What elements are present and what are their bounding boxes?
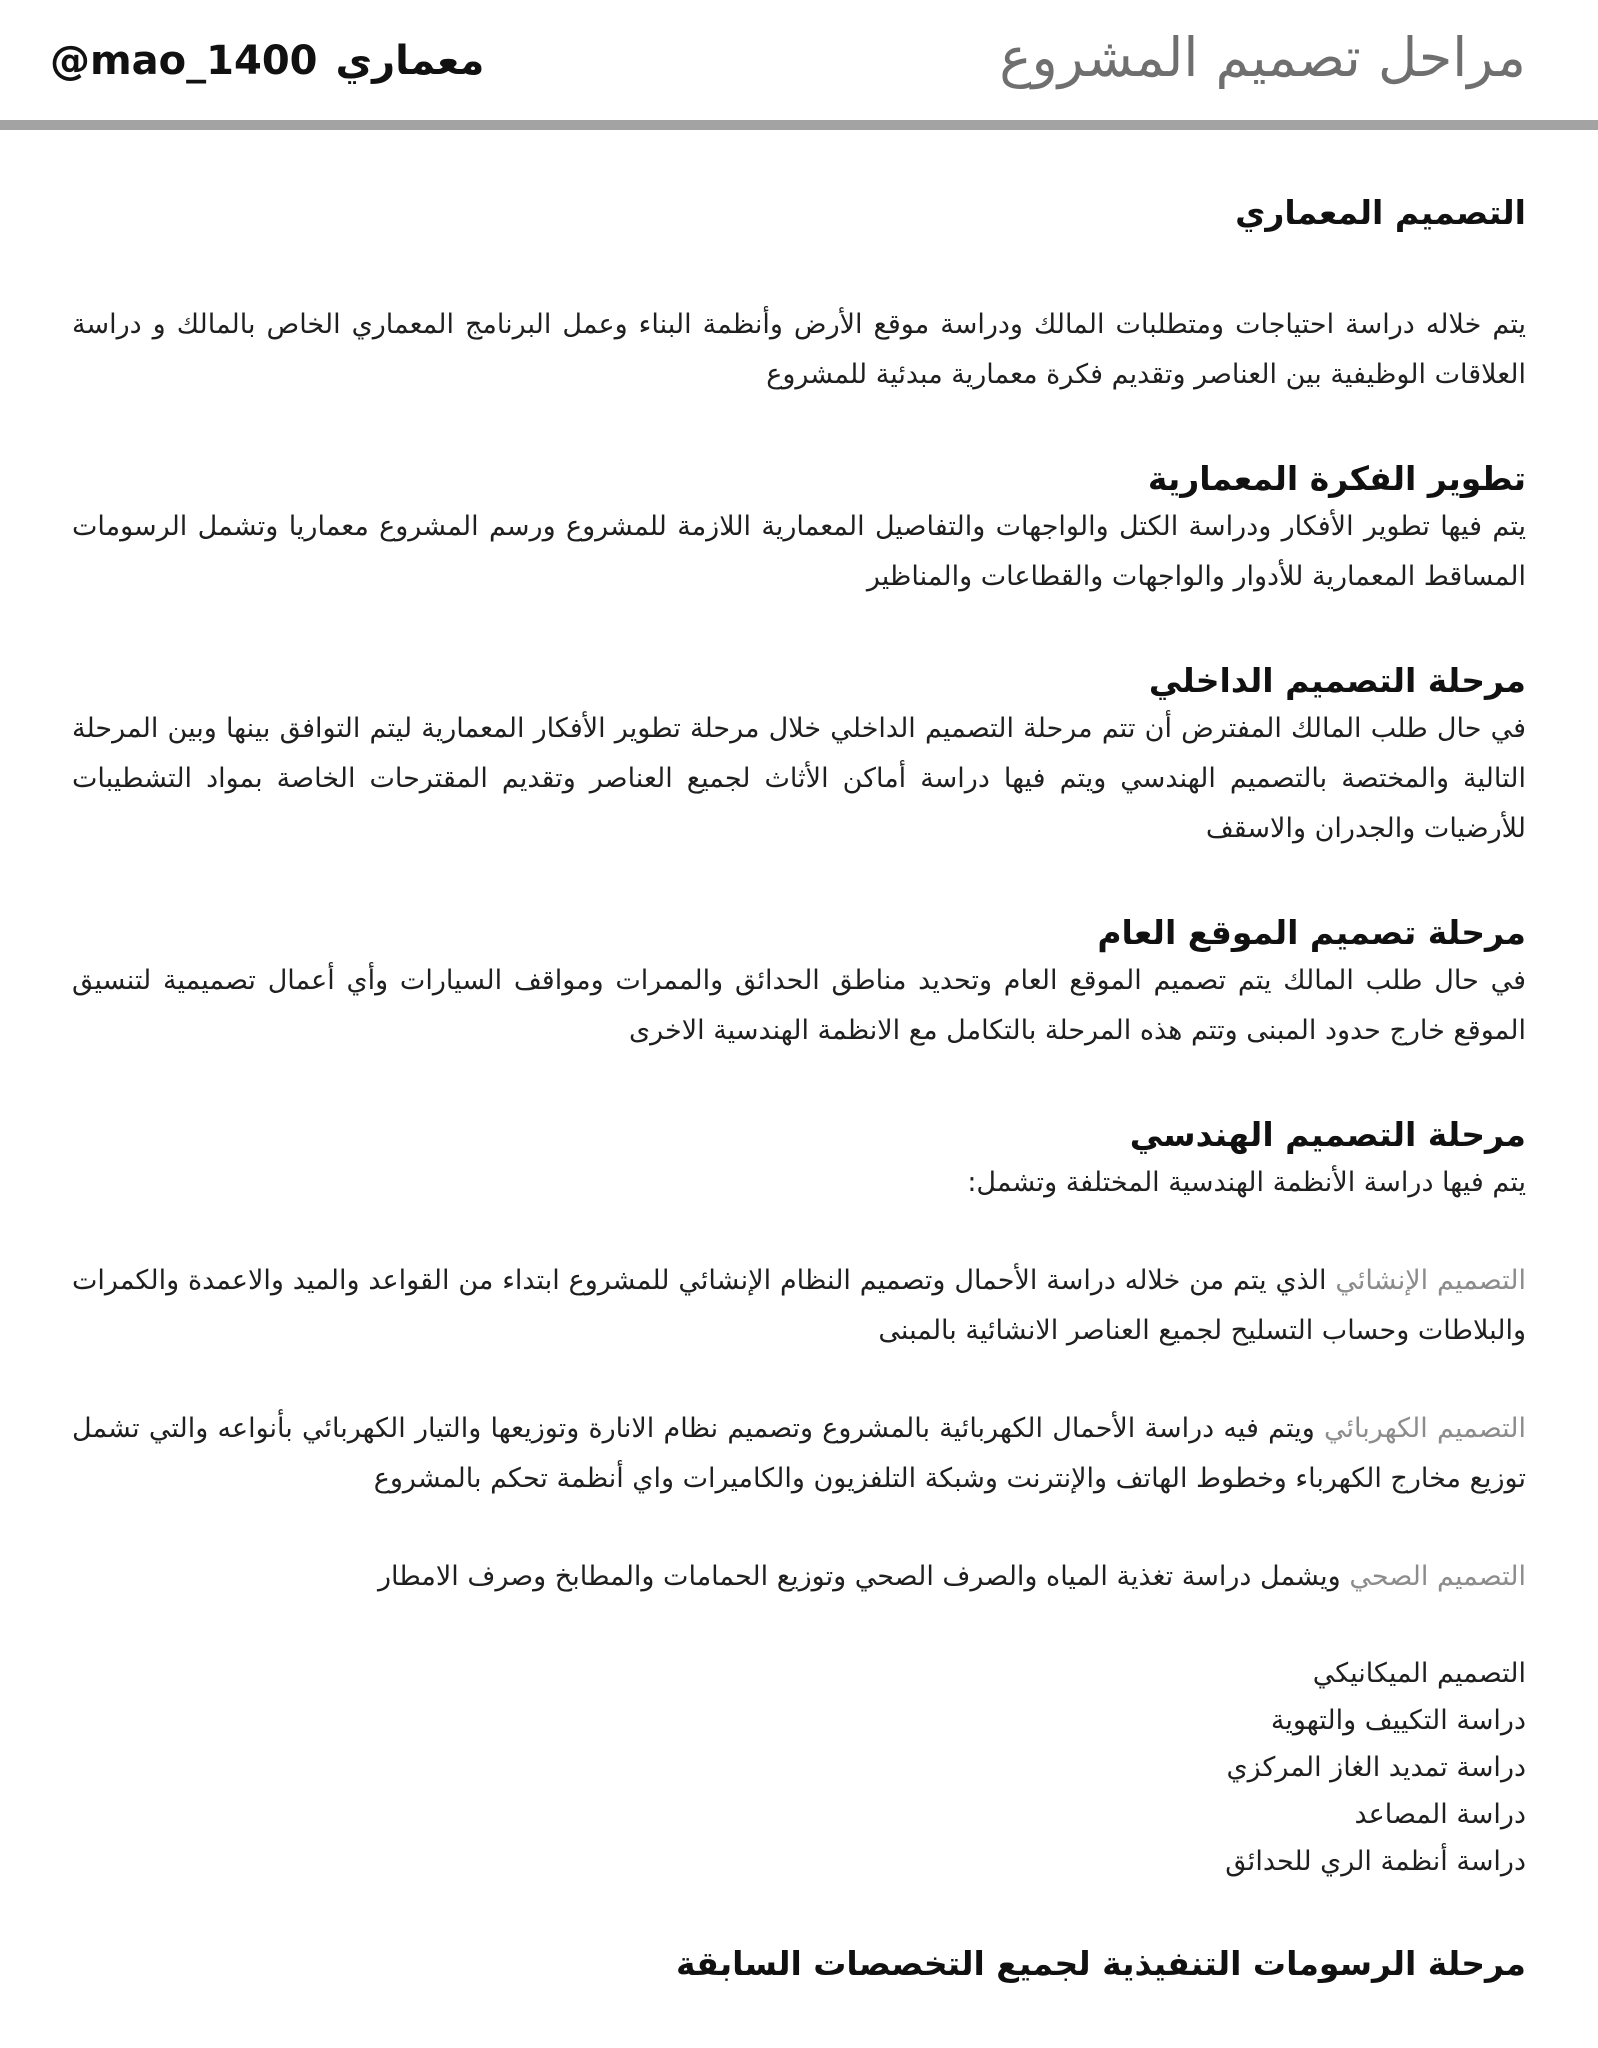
subsection-plumbing: [72, 1552, 1526, 1602]
subsection-structural: [72, 1256, 1526, 1356]
section-body-architectural: يتم خلاله دراسة احتياجات ومتطلبات المالك ودراسة موقع الأرض وأنظمة البناء وعمل البرنامج المعماري الخاص بالمالك و دراسة العلاقات الوظيفية بين العناصر وتقديم فكرة معمارية مبدئية للمشروع: [72, 309, 1526, 390]
page-header: [0, 0, 1598, 122]
section-body-interior: في حال طلب المالك المفترض أن تتم مرحلة التصميم الداخلي خلال مرحلة تطوير الأفكار المعمارية ليتم التوافق بينها وبين المرحلة التالية والمختصة بالتصميم الهندسي ويتم فيها دراسة أماكن الأثاث لجميع العناصر وتقديم المقترحات الخاصة بمواد التشطيبات للأرضيات والجدران والاسقف: [72, 713, 1526, 844]
subsection-body-structural: الذي يتم من خلاله دراسة الأحمال وتصميم النظام الإنشائي للمشروع ابتداء من القواعد والميد والاعمدة والكمرات والبلاطات وحساب التسليح لجميع العناصر الانشائية بالمبنى: [72, 1265, 1526, 1346]
subsection-label-electrical: التصميم الكهربائي: [1324, 1413, 1527, 1444]
section-body-site: في حال طلب المالك يتم تصميم الموقع العام وتحديد مناطق الحدائق والممرات ومواقف السيارات وأي أعمال تصميمية لتنسيق الموقع خارج حدود المبنى وتتم هذه المرحلة بالتكامل مع الانظمة الهندسية الاخرى: [72, 965, 1526, 1046]
subsection-label-mechanical: التصميم الميكانيكي: [1312, 1658, 1526, 1689]
section-title-interior: مرحلة التصميم الداخلي: [1148, 661, 1526, 700]
spacer: [72, 1602, 1526, 1650]
spacer: [72, 1885, 1526, 1941]
subsection-electrical: [72, 1404, 1526, 1504]
spacer: [72, 602, 1526, 658]
section-title-architectural: التصميم المعماري: [1235, 193, 1526, 232]
section-body-concept-development: يتم فيها تطوير الأفكار ودراسة الكتل والواجهات والتفاصيل المعمارية اللازمة للمشروع ورسم المشروع معماريا وتشمل الرسومات المساقط المعمارية للأدوار والواجهات والقطاعات والمناظير: [72, 511, 1526, 592]
subsection-body-electrical: ويتم فيه دراسة الأحمال الكهربائية بالمشروع وتصميم نظام الانارة وتوزيعها والتيار الكهربائي بأنواعه والتي تشمل توزيع مخارج الكهرباء وخطوط الهاتف والإنترنت وشبكة التلفزيون والكاميرات واي أنظمة تحكم بالمشروع: [72, 1413, 1526, 1494]
section-title-engineering: مرحلة التصميم الهندسي: [1129, 1115, 1526, 1154]
section-title-concept-development: تطوير الفكرة المعمارية: [1147, 459, 1526, 498]
spacer: [72, 1356, 1526, 1404]
author-handle: [50, 38, 484, 84]
mechanical-list-item: دراسة تمديد الغاز المركزي: [1226, 1752, 1526, 1783]
document-body: [72, 190, 1526, 1987]
spacer: [72, 1056, 1526, 1112]
spacer: [72, 400, 1526, 456]
section-intro-engineering: يتم فيها دراسة الأنظمة الهندسية المختلفة وتشمل:: [967, 1167, 1526, 1198]
header-divider: [0, 120, 1598, 130]
author-handle-label: معماري: [335, 38, 485, 84]
spacer: [72, 236, 1526, 300]
section-title-shop-drawings: مرحلة الرسومات التنفيذية لجميع التخصصات السابقة: [675, 1944, 1526, 1983]
spacer: [72, 1504, 1526, 1552]
subsection-body-plumbing: ويشمل دراسة تغذية المياه والصرف الصحي وتوزيع الحمامات والمطابخ وصرف الامطار: [377, 1561, 1350, 1592]
spacer: [72, 854, 1526, 910]
mechanical-list-item: دراسة التكييف والتهوية: [1270, 1705, 1526, 1736]
subsection-label-structural: التصميم الإنشائي: [1335, 1265, 1526, 1296]
page-title: مراحل تصميم المشروع: [999, 26, 1526, 89]
section-title-site: مرحلة تصميم الموقع العام: [1097, 913, 1526, 952]
subsection-label-plumbing: التصميم الصحي: [1349, 1561, 1526, 1592]
spacer: [72, 1208, 1526, 1256]
mechanical-list-item: دراسة أنظمة الري للحدائق: [1225, 1846, 1526, 1877]
mechanical-list-item: دراسة المصاعد: [1354, 1799, 1526, 1830]
author-handle-text: @mao_1400: [50, 38, 318, 84]
